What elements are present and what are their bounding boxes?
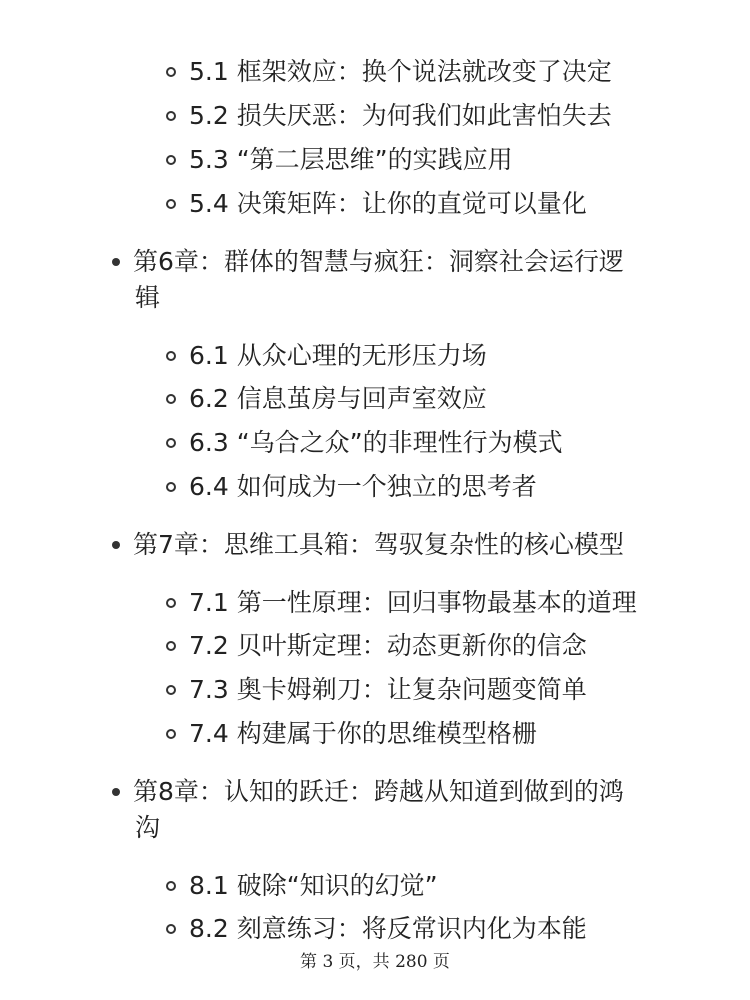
toc-subitem-label: 6.4 如何成为一个独立的思考者 — [189, 472, 537, 501]
hollow-bullet-icon — [166, 199, 176, 209]
toc-chapter-8-continuation — [135, 813, 160, 843]
toc-subitem-7-2 — [162, 631, 587, 661]
toc-chapter-8 — [108, 777, 624, 807]
toc-chapter-label-continued: 辑 — [135, 283, 161, 312]
toc-subitem-7-1 — [162, 588, 637, 618]
hollow-bullet-icon — [166, 685, 176, 695]
hollow-bullet-icon — [166, 641, 176, 651]
hollow-bullet-icon — [166, 924, 176, 934]
toc-subitem-label: 5.1 框架效应：换个说法就改变了决定 — [189, 57, 612, 86]
toc-subitem-label: 7.2 贝叶斯定理：动态更新你的信念 — [189, 631, 587, 660]
toc-subitem-5-4 — [162, 189, 587, 219]
toc-subitem-label: 7.3 奥卡姆剃刀：让复杂问题变简单 — [189, 675, 587, 704]
filled-bullet-icon — [112, 788, 120, 796]
toc-chapter-label-continued: 沟 — [135, 813, 161, 842]
toc-chapter-label: 第6章：群体的智慧与疯狂：洞察社会运行逻 — [133, 247, 624, 276]
hollow-bullet-icon — [166, 881, 176, 891]
toc-subitem-6-1 — [162, 341, 487, 371]
toc-subitem-label: 6.1 从众心理的无形压力场 — [189, 341, 487, 370]
hollow-bullet-icon — [166, 351, 176, 361]
toc-chapter-label: 第8章：认知的跃迁：跨越从知道到做到的鸿 — [133, 777, 624, 806]
page-number-footer: 第 3 页，共 280 页 — [300, 952, 450, 972]
hollow-bullet-icon — [166, 67, 176, 77]
toc-chapter-6 — [108, 247, 624, 277]
hollow-bullet-icon — [166, 111, 176, 121]
toc-chapter-7 — [108, 530, 624, 560]
toc-subitem-6-4 — [162, 472, 537, 502]
toc-subitem-8-1 — [162, 871, 438, 901]
toc-subitem-label: 7.4 构建属于你的思维模型格栅 — [189, 719, 537, 748]
toc-subitem-7-4 — [162, 719, 537, 749]
hollow-bullet-icon — [166, 598, 176, 608]
toc-subitem-5-1 — [162, 57, 612, 87]
toc-subitem-6-2 — [162, 384, 487, 414]
toc-subitem-7-3 — [162, 675, 587, 705]
toc-chapter-label: 第7章：思维工具箱：驾驭复杂性的核心模型 — [133, 530, 624, 559]
filled-bullet-icon — [112, 258, 120, 266]
toc-subitem-8-2 — [162, 914, 587, 944]
toc-subitem-label: 6.3 “乌合之众”的非理性行为模式 — [189, 428, 563, 457]
hollow-bullet-icon — [166, 482, 176, 492]
toc-subitem-label: 5.3 “第二层思维”的实践应用 — [189, 145, 513, 174]
toc-subitem-label: 8.2 刻意练习：将反常识内化为本能 — [189, 914, 587, 943]
toc-chapter-6-continuation — [135, 283, 160, 313]
toc-subitem-label: 7.1 第一性原理：回归事物最基本的道理 — [189, 588, 637, 617]
toc-subitem-label: 6.2 信息茧房与回声室效应 — [189, 384, 487, 413]
toc-subitem-5-2 — [162, 101, 612, 131]
hollow-bullet-icon — [166, 438, 176, 448]
toc-subitem-label: 5.4 决策矩阵：让你的直觉可以量化 — [189, 189, 587, 218]
toc-subitem-6-3 — [162, 428, 563, 458]
filled-bullet-icon — [112, 541, 120, 549]
toc-subitem-5-3 — [162, 145, 513, 175]
toc-subitem-label: 5.2 损失厌恶：为何我们如此害怕失去 — [189, 101, 612, 130]
hollow-bullet-icon — [166, 729, 176, 739]
toc-subitem-label: 8.1 破除“知识的幻觉” — [189, 871, 438, 900]
hollow-bullet-icon — [166, 394, 176, 404]
hollow-bullet-icon — [166, 155, 176, 165]
